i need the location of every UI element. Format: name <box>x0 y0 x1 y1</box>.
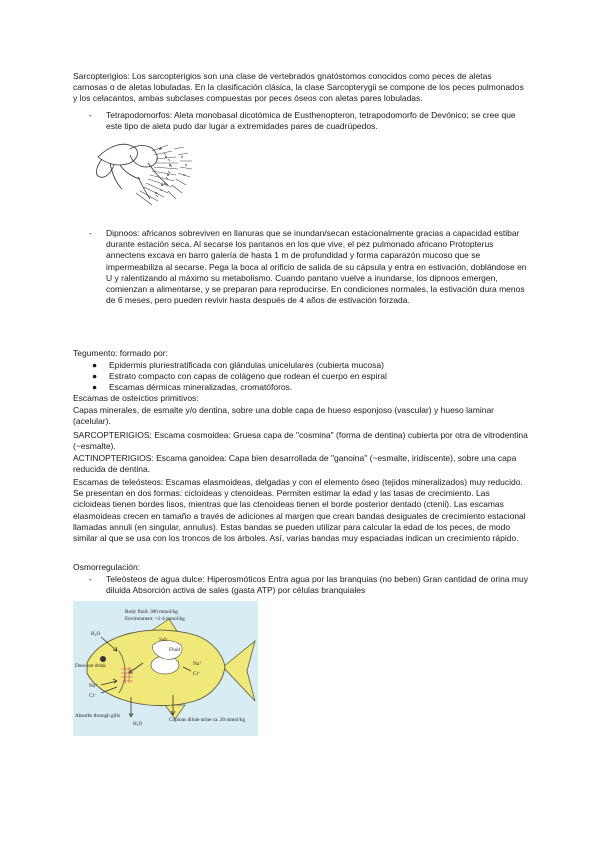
teleosteos-escamas: Escamas de teleósteos: Escamas elasmoideas, delgadas y con el elemento óseo (tejidos mineralizados) muy reducido. Se presentan en dos formas: cicloideas y ctenoideas. Permiten estimar la edad y las tasas de crecimiento. Las cicloideas tienen bordes lisos, mientras que las ctenoideas tienen el borde posterior dentado (ctenii). Las escamas elasmoideas crecen en tamaño a través de adiciones al margen que crean bandas desiguales de crecimiento estacional llamadas annuli (en singular, annulus). Estas bandas se pueden utilizar para calcular la edad de los peces, de modo similar al que se usa con los troncos de los árboles. Así, varias bandas muy espaciadas indican un crecimiento rápido. <box>73 477 526 544</box>
h2o-out-label: H₂O <box>133 721 143 727</box>
osmoregulation-diagram <box>73 601 258 736</box>
capas-minerales: Capas minerales, de esmalte y/o dentina, sobre una doble capa de hueso esponjoso (vascular) y hueso laminar (acelular). <box>73 405 494 427</box>
tegumento-item <box>92 360 384 371</box>
cl-label: Cl⁻ <box>193 671 201 677</box>
fluid-label: Fluid <box>169 647 180 653</box>
cl-left-label: Cl⁻ <box>89 693 97 699</box>
bullet-dot: ● <box>92 360 98 370</box>
dash-bullet: - <box>89 574 92 584</box>
h2o-in-label: H₂O <box>91 631 101 637</box>
dipnoos-text: Dipnoos: africanos sobreviven en llanuras que se inundan/secan estacionalmente gracias a capacidad estibar durante estación seca. Al secarse los pantanos en los que vive, el pez pulmonado africano Protopterus annectens excava en barro galería de hasta 1 m de profundidad y forma caparazón mucoso que se impermeabiliza al secarse. Pega la boca al orificio de salida de su cápsula y entra en estivación, doblándose en U y ralentizando al máximo su metabolismo. Cuando pantano vuelve a inundarse, los dipnoos emergen, comienzan a alimentarse, y se preparan para reproducirse. En condiciones normales, la estivación dura menos de 6 meses, pero pueden revivir hasta después de 4 años de estivación forzada. <box>106 228 527 306</box>
sarcopterigios-escama: SARCOPTERIGIOS: Escama cosmoidea: Gruesa capa de "cosmina" (forma de dentina) cubierta por otra de vitrodentina (~esmalte). <box>73 430 528 452</box>
bullet-dot: ● <box>92 371 98 381</box>
body-fluid-label: Body fluid: 300 mmol/kg <box>125 609 178 615</box>
tegumento-item-text: Escamas dérmicas mineralizadas, cromatóforos. <box>109 382 293 392</box>
tegumento-item-text: Epidermis pluriestratificada con glándulas unicelulares (cubierta mucosa) <box>109 360 384 370</box>
urine-label: Copious dilute urine ca. 20 mmol/kg <box>169 717 246 723</box>
sarcopterigios-intro: Sarcopterigios: Los sarcopterigios son una clase de vertebrados gnatóstomos conocidos como peces de aletas carnosas o de aletas lobuladas. En la clasificación clásica, la clase Sarcopterygii se compone de los peces pulmonados y los celacantos, ambas subclases compuestas por peces óseos con aletas pares lobuladas. <box>73 71 524 104</box>
osmorregulacion-text: Teleósteos de agua dulce: Hiperosmóticos Entra agua por las branquias (no beben) Gran cantidad de orina muy diluida Absorción activa de sales (gasta ATP) por células branquiales <box>106 574 528 596</box>
na-label: Na⁺ <box>193 661 202 667</box>
osmorregulacion-item <box>89 574 529 596</box>
salt-label: Salt <box>159 637 168 643</box>
does-not-drink-label: Does not drink <box>75 663 106 669</box>
tegumento-item <box>92 371 387 382</box>
tegumento-heading: Tegumento: formado por: <box>73 348 168 358</box>
environment-label: Environment: <1-4 mmol/kg <box>125 616 185 622</box>
dipnoos-item <box>89 228 529 306</box>
absorbs-gills-label: Absorbs through gills <box>75 713 120 719</box>
tegumento-item-text: Estrato compacto con capas de colágeno que rodean el cuerpo en espiral <box>109 371 387 381</box>
tegumento-item <box>92 382 292 393</box>
tetrapodomorfos-text: Tetrapodomorfos: Aleta monobasal dicotómica de Eusthenopteron, tetrapodomorfo de Devónico; se cree que este tipo de aleta pudo dar lugar a extremidades pares de cuadrúpedos. <box>106 110 516 132</box>
eusthenopteron-fin-figure <box>90 135 210 215</box>
na-left-label: Na⁺ <box>89 683 98 689</box>
tetrapodomorfos-item <box>89 110 529 132</box>
dash-bullet: - <box>89 110 92 120</box>
bullet-dot: ● <box>92 382 98 392</box>
osteictios-title: Escamas de osteíctios primitivos: <box>73 393 199 403</box>
dash-bullet: - <box>89 228 92 238</box>
actinopterigios-escama: ACTINOPTERIGIOS: Escama ganoidea: Capa bien desarrollada de "ganoina" (~esmalte, iridiscente), sobre una capa reducida de dentina. <box>73 453 517 475</box>
osmorregulacion-title: Osmorregulación: <box>73 562 141 572</box>
